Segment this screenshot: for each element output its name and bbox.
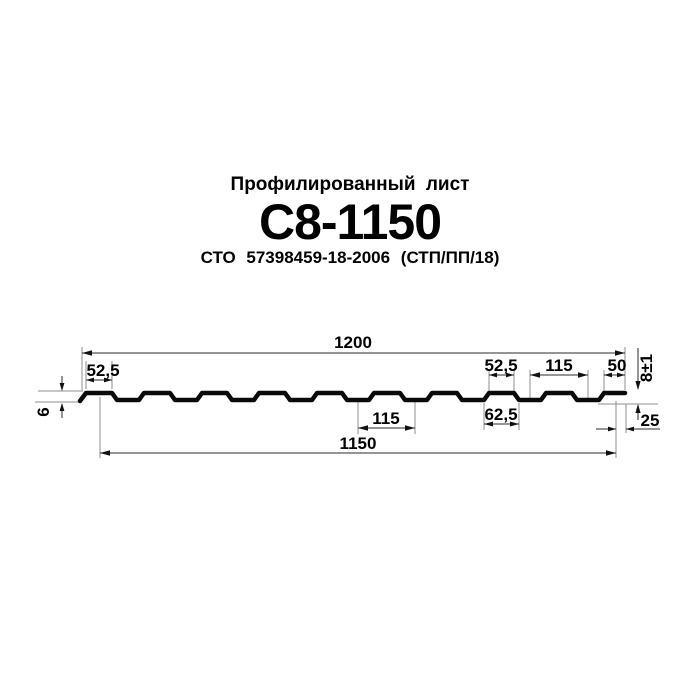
arrowhead — [60, 403, 65, 411]
dim-label-profile-height: 8±1 — [637, 353, 656, 383]
arrowhead — [60, 383, 65, 391]
dim-label-edge-flat: 50 — [607, 356, 627, 375]
dim-label-pitch-bottom: 115 — [372, 409, 400, 428]
arrowhead — [530, 372, 540, 377]
profile-outline — [80, 393, 625, 401]
arrowhead — [358, 425, 368, 430]
dim-label-working-width: 1150 — [339, 434, 377, 453]
dim-label-crest-base: 62,5 — [484, 405, 518, 424]
arrowhead — [615, 350, 625, 355]
arrowhead — [578, 372, 588, 377]
page-title: С8-1150 — [258, 194, 442, 250]
arrowhead — [608, 427, 616, 432]
dim-label-edge-offset: 25 — [640, 411, 660, 430]
arrowhead — [626, 427, 634, 432]
standard-reference: СТО 57398459-18-2006 (СТП/ПП/18) — [200, 248, 500, 267]
arrowhead — [405, 425, 415, 430]
dim-label-first-crest: 52,5 — [86, 361, 120, 380]
dim-label-edge-height: 6 — [34, 407, 53, 417]
dim-label-pitch-top: 115 — [545, 356, 573, 375]
arrowhead — [100, 450, 110, 455]
arrowhead — [82, 350, 92, 355]
dim-label-total-width: 1200 — [334, 333, 372, 352]
arrowhead — [606, 450, 616, 455]
product-type-heading: Профилированный лист — [230, 174, 470, 195]
dim-label-crest-top: 52,5 — [484, 356, 518, 375]
